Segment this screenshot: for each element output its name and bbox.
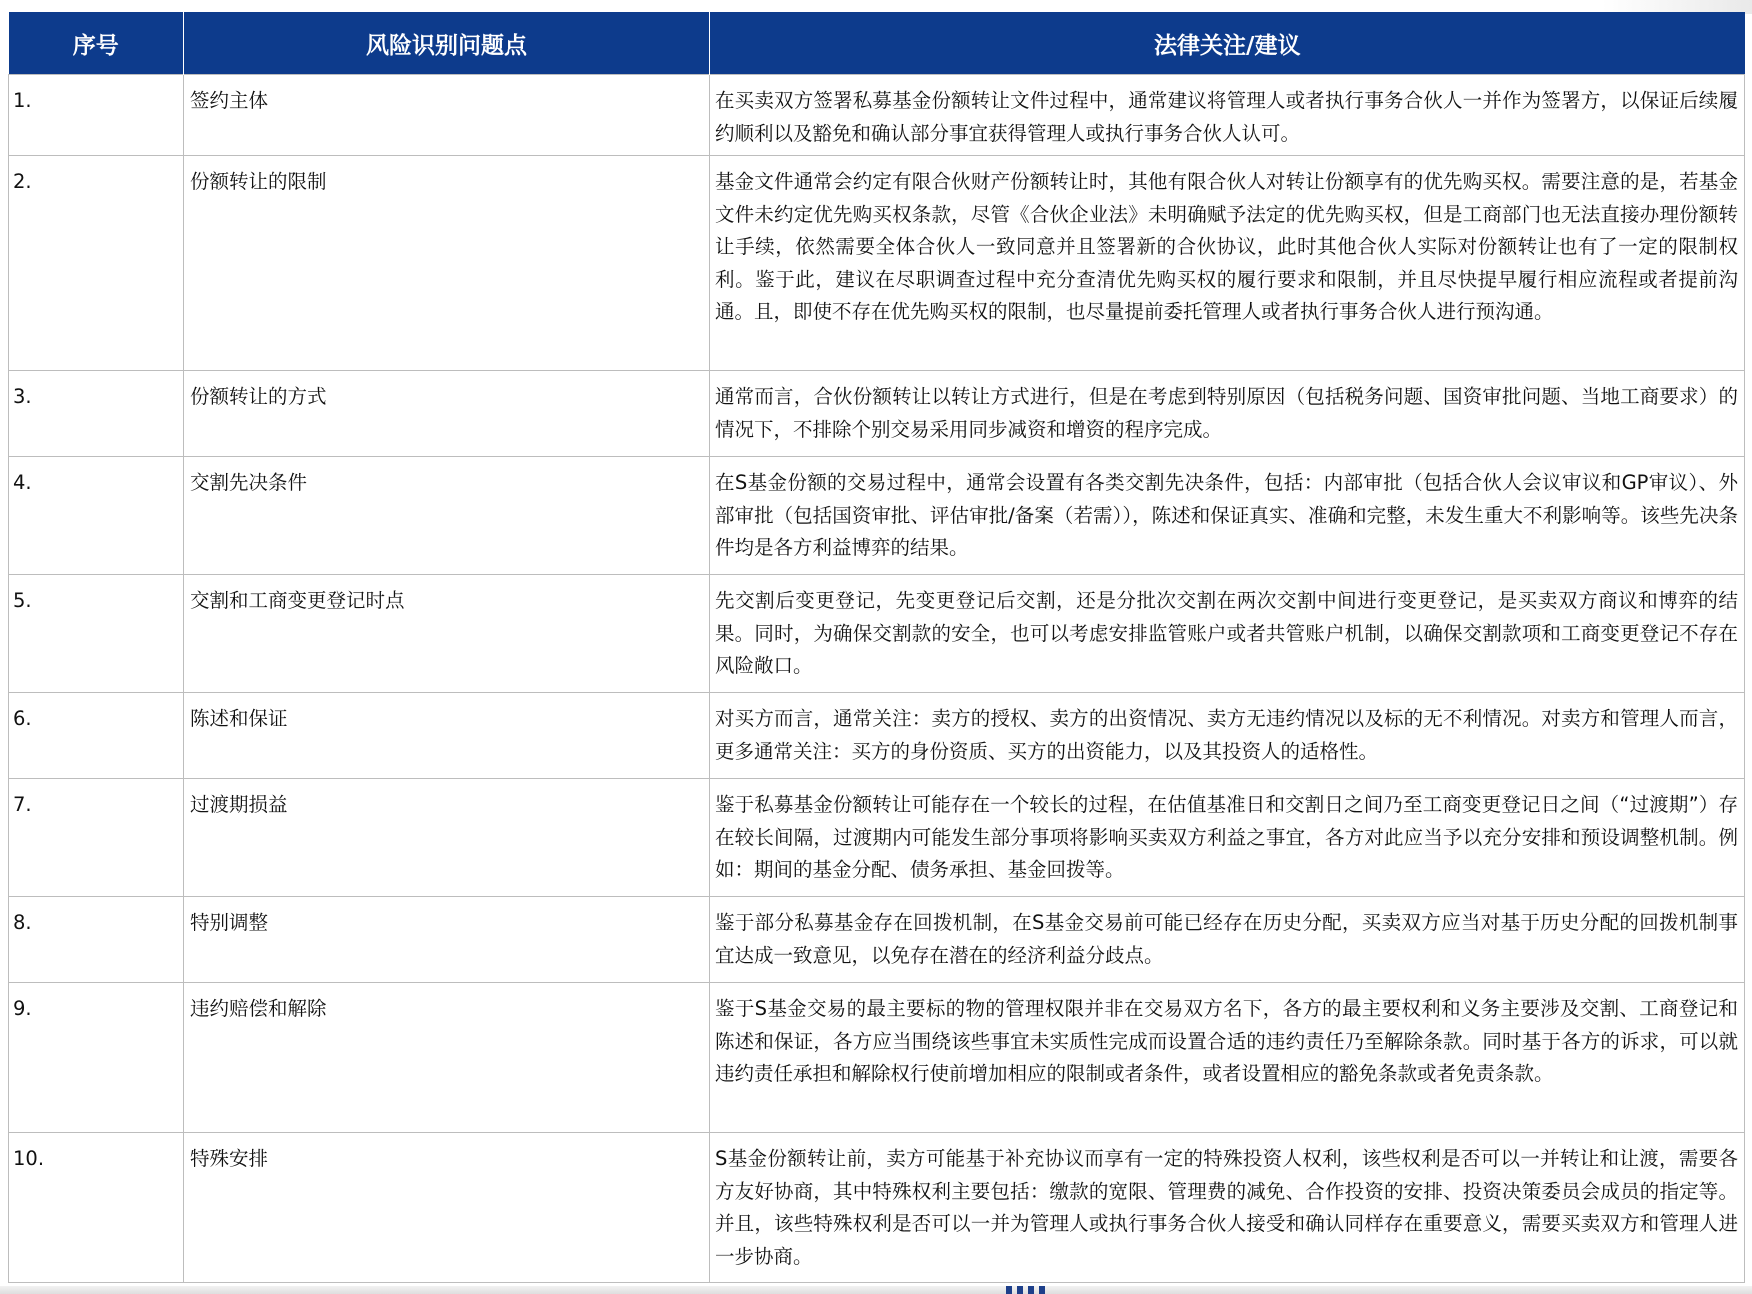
row-issue: 过渡期损益: [184, 779, 710, 897]
table-header: [9, 12, 1745, 75]
row-issue: 份额转让的方式: [184, 371, 710, 457]
row-issue: 特别调整: [184, 897, 710, 983]
row-number: 9.: [9, 983, 184, 1133]
row-number: 4.: [9, 457, 184, 575]
row-number: 1.: [9, 75, 184, 156]
risk-table: [8, 12, 1745, 1283]
row-advice: 鉴于S基金交易的最主要标的物的管理权限并非在交易双方名下，各方的最主要权利和义务主要涉及交割、工商登记和陈述和保证，各方应当围绕该些事宜未实质性完成而设置合适的违约责任乃至解除条款。同时基于各方的诉求，可以就违约责任承担和解除权行使前增加相应的限制或者条件，或者设置相应的豁免条款或者免责条款。: [710, 983, 1745, 1133]
header-advice: 法律关注/建议: [710, 12, 1745, 75]
row-number: 7.: [9, 779, 184, 897]
row-issue: 违约赔偿和解除: [184, 983, 710, 1133]
header-issue: 风险识别问题点: [184, 12, 710, 75]
row-advice: S基金份额转让前，卖方可能基于补充协议而享有一定的特殊投资人权利，该些权利是否可以一并转让和让渡，需要各方友好协商，其中特殊权利主要包括：缴款的宽限、管理费的减免、合作投资的安排、投资决策委员会成员的指定等。并且，该些特殊权利是否可以一并为管理人或执行事务合伙人接受和确认同样存在重要意义，需要买卖双方和管理人进一步协商。: [710, 1133, 1745, 1283]
table-row: [9, 693, 1745, 779]
table-row: [9, 897, 1745, 983]
row-advice: 通常而言，合伙份额转让以转让方式进行，但是在考虑到特别原因（包括税务问题、国资审批问题、当地工商要求）的情况下，不排除个别交易采用同步减资和增资的程序完成。: [710, 371, 1745, 457]
row-issue: 签约主体: [184, 75, 710, 156]
row-number: 3.: [9, 371, 184, 457]
row-number: 10.: [9, 1133, 184, 1283]
row-issue: 陈述和保证: [184, 693, 710, 779]
row-number: 8.: [9, 897, 184, 983]
table-row: [9, 575, 1745, 693]
row-advice: 在S基金份额的交易过程中，通常会设置有各类交割先决条件，包括：内部审批（包括合伙人会议审议和GP审议）、外部审批（包括国资审批、评估审批/备案（若需）），陈述和保证真实、准确和完整，未发生重大不利影响等。该些先决条件均是各方利益博弈的结果。: [710, 457, 1745, 575]
row-issue: 份额转让的限制: [184, 156, 710, 371]
row-advice: 在买卖双方签署私募基金份额转让文件过程中，通常建议将管理人或者执行事务合伙人一并作为签署方，以保证后续履约顺利以及豁免和确认部分事宜获得管理人或执行事务合伙人认可。: [710, 75, 1745, 156]
row-advice: 鉴于部分私募基金存在回拨机制，在S基金交易前可能已经存在历史分配，买卖双方应当对基于历史分配的回拨机制事宜达成一致意见，以免存在潜在的经济利益分歧点。: [710, 897, 1745, 983]
table-row: [9, 156, 1745, 371]
row-issue: 特殊安排: [184, 1133, 710, 1283]
row-advice: 对买方而言，通常关注：卖方的授权、卖方的出资情况、卖方无违约情况以及标的无不利情况。对卖方和管理人而言，更多通常关注：买方的身份资质、买方的出资能力，以及其投资人的适格性。: [710, 693, 1745, 779]
row-advice: 基金文件通常会约定有限合伙财产份额转让时，其他有限合伙人对转让份额享有的优先购买权。需要注意的是，若基金文件未约定优先购买权条款，尽管《合伙企业法》未明确赋予法定的优先购买权，但是工商部门也无法直接办理份额转让手续，依然需要全体合伙人一致同意并且签署新的合伙协议，此时其他合伙人实际对份额转让也有了一定的限制权利。鉴于此，建议在尽职调查过程中充分查清优先购买权的履行要求和限制，并且尽快提早履行相应流程或者提前沟通。且，即使不存在优先购买权的限制，也尽量提前委托管理人或者执行事务合伙人进行预沟通。: [710, 156, 1745, 371]
table-body: [9, 75, 1745, 1283]
row-number: 6.: [9, 693, 184, 779]
row-number: 5.: [9, 575, 184, 693]
bottom-edge: [0, 1286, 1752, 1294]
table-row: [9, 1133, 1745, 1283]
row-advice: 先交割后变更登记，先变更登记后交割，还是分批次交割在两次交割中间进行变更登记，是买卖双方商议和博弈的结果。同时，为确保交割款的安全，也可以考虑安排监管账户或者共管账户机制，以确保交割款项和工商变更登记不存在风险敞口。: [710, 575, 1745, 693]
table-row: [9, 457, 1745, 575]
table-row: [9, 983, 1745, 1133]
bottom-stripes: [1006, 1286, 1050, 1294]
row-issue: 交割和工商变更登记时点: [184, 575, 710, 693]
table-row: [9, 75, 1745, 156]
header-row: [9, 12, 1745, 75]
row-number: 2.: [9, 156, 184, 371]
row-advice: 鉴于私募基金份额转让可能存在一个较长的过程，在估值基准日和交割日之间乃至工商变更登记日之间（“过渡期”）存在较长间隔，过渡期内可能发生部分事项将影响买卖双方利益之事宜，各方对此应当予以充分安排和预设调整机制。例如：期间的基金分配、债务承担、基金回拨等。: [710, 779, 1745, 897]
header-number: 序号: [9, 12, 184, 75]
table-row: [9, 371, 1745, 457]
table-row: [9, 779, 1745, 897]
row-issue: 交割先决条件: [184, 457, 710, 575]
